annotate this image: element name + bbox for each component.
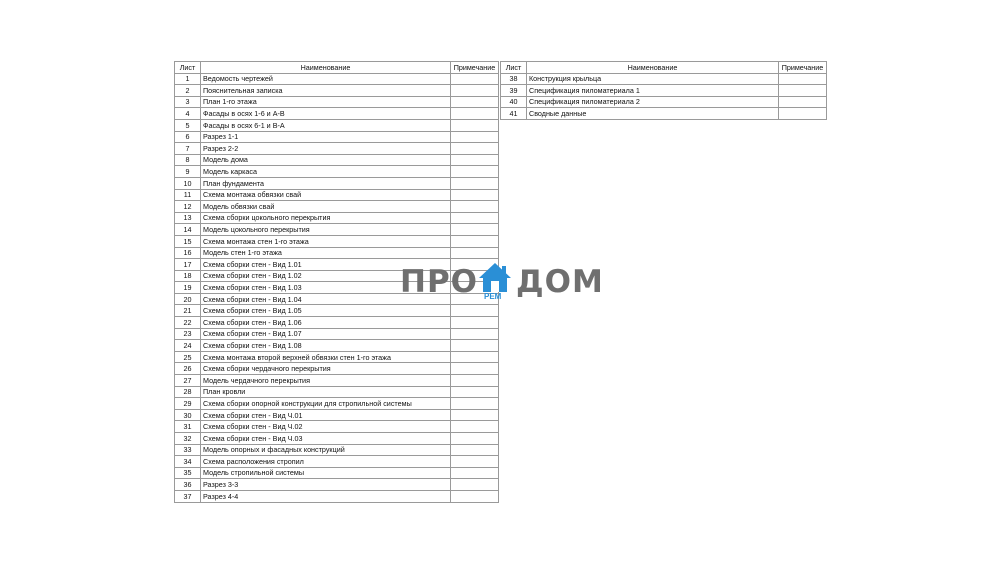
- sheet-number-cell: 37: [175, 490, 201, 502]
- sheet-number-cell: 28: [175, 386, 201, 398]
- sheet-number-cell: 15: [175, 235, 201, 247]
- table-row: [175, 201, 499, 213]
- sheet-note-cell: [451, 154, 499, 166]
- sheet-note-cell: [451, 409, 499, 421]
- table-row: [175, 119, 499, 131]
- table-row: [175, 131, 499, 143]
- sheet-note-cell: [451, 189, 499, 201]
- sheet-name-cell: Сводные данные: [527, 108, 779, 120]
- sheet-number-cell: 19: [175, 282, 201, 294]
- table-row: [175, 421, 499, 433]
- sheet-number-cell: 30: [175, 409, 201, 421]
- sheet-name-cell: Схема сборки стен - Вид 1.03: [201, 282, 451, 294]
- sheet-name-cell: Модель дома: [201, 154, 451, 166]
- sheet-name-cell: Разрез 3-3: [201, 479, 451, 491]
- table-row: [175, 317, 499, 329]
- table-row: [175, 467, 499, 479]
- table-row: [501, 85, 827, 97]
- sheet-note-cell: [451, 108, 499, 120]
- table-row: [175, 247, 499, 259]
- sheet-note-cell: [451, 305, 499, 317]
- header-sheet: Лист: [501, 62, 527, 74]
- sheet-name-cell: Схема монтажа стен 1-го этажа: [201, 235, 451, 247]
- sheet-note-cell: [451, 467, 499, 479]
- sheet-name-cell: Схема сборки стен - Вид 1.08: [201, 340, 451, 352]
- sheet-name-cell: Схема сборки стен - Вид Ч.01: [201, 409, 451, 421]
- sheet-number-cell: 33: [175, 444, 201, 456]
- table-body: [501, 73, 827, 119]
- sheet-number-cell: 21: [175, 305, 201, 317]
- header-note: Примечание: [779, 62, 827, 74]
- sheet-number-cell: 11: [175, 189, 201, 201]
- sheet-name-cell: Спецификация пиломатериала 1: [527, 85, 779, 97]
- table-row: [175, 224, 499, 236]
- sheet-note-cell: [451, 73, 499, 85]
- watermark-logo: [400, 262, 604, 306]
- table-row: [175, 409, 499, 421]
- sheet-name-cell: Фасады в осях 6-1 и В-А: [201, 119, 451, 131]
- header-sheet: Лист: [175, 62, 201, 74]
- sheet-number-cell: 3: [175, 96, 201, 108]
- sheet-number-cell: 20: [175, 293, 201, 305]
- sheet-name-cell: Схема монтажа обвязки свай: [201, 189, 451, 201]
- sheet-note-cell: [451, 119, 499, 131]
- drawings-list-table-right: [500, 61, 827, 120]
- sheet-note-cell: [451, 479, 499, 491]
- sheet-note-cell: [451, 317, 499, 329]
- sheet-note-cell: [451, 490, 499, 502]
- sheet-number-cell: 31: [175, 421, 201, 433]
- table-row: [175, 305, 499, 317]
- table-row: [175, 108, 499, 120]
- sheet-number-cell: 25: [175, 351, 201, 363]
- sheet-number-cell: 13: [175, 212, 201, 224]
- sheet-name-cell: Пояснительная записка: [201, 85, 451, 97]
- sheet-note-cell: [451, 235, 499, 247]
- sheet-number-cell: 26: [175, 363, 201, 375]
- sheet-note-cell: [451, 456, 499, 468]
- table-row: [175, 398, 499, 410]
- sheet-name-cell: Модель стропильной системы: [201, 467, 451, 479]
- sheet-number-cell: 40: [501, 96, 527, 108]
- table-row: [175, 73, 499, 85]
- sheet-number-cell: 10: [175, 177, 201, 189]
- sheet-note-cell: [451, 201, 499, 213]
- sheet-number-cell: 41: [501, 108, 527, 120]
- sheet-name-cell: Спецификация пиломатериала 2: [527, 96, 779, 108]
- header-name: Наименование: [527, 62, 779, 74]
- sheet-number-cell: 9: [175, 166, 201, 178]
- sheet-note-cell: [451, 166, 499, 178]
- header-note: Примечание: [451, 62, 499, 74]
- sheet-note-cell: [451, 247, 499, 259]
- sheet-note-cell: [779, 73, 827, 85]
- sheet-note-cell: [451, 96, 499, 108]
- table-row: [175, 166, 499, 178]
- table-row: [175, 340, 499, 352]
- sheet-name-cell: Схема сборки стен - Вид 1.01: [201, 259, 451, 271]
- sheet-number-cell: 16: [175, 247, 201, 259]
- sheet-name-cell: Ведомость чертежей: [201, 73, 451, 85]
- sheet-name-cell: Модель обвязки свай: [201, 201, 451, 213]
- sheet-note-cell: [451, 212, 499, 224]
- sheet-name-cell: Схема сборки стен - Вид 1.02: [201, 270, 451, 282]
- table-row: [175, 386, 499, 398]
- sheet-note-cell: [451, 433, 499, 445]
- sheet-number-cell: 34: [175, 456, 201, 468]
- sheet-number-cell: 27: [175, 375, 201, 387]
- table-row: [175, 189, 499, 201]
- sheet-name-cell: Модель стен 1-го этажа: [201, 247, 451, 259]
- logo-text-left: ПРО: [400, 264, 479, 300]
- sheet-name-cell: Схема расположения стропил: [201, 456, 451, 468]
- sheet-number-cell: 36: [175, 479, 201, 491]
- sheet-number-cell: 5: [175, 119, 201, 131]
- sheet-name-cell: Схема сборки стен - Вид Ч.02: [201, 421, 451, 433]
- header-name: Наименование: [201, 62, 451, 74]
- sheet-note-cell: [451, 177, 499, 189]
- sheet-note-cell: [451, 224, 499, 236]
- table-row: [175, 235, 499, 247]
- table-row: [175, 479, 499, 491]
- sheet-number-cell: 23: [175, 328, 201, 340]
- sheet-number-cell: 6: [175, 131, 201, 143]
- sheet-name-cell: Фасады в осях 1-6 и А-В: [201, 108, 451, 120]
- table-row: [175, 177, 499, 189]
- sheet-name-cell: Схема сборки чердачного перекрытия: [201, 363, 451, 375]
- logo-text-right: ДОМ: [516, 264, 604, 300]
- table-row: [175, 351, 499, 363]
- sheet-name-cell: Модель каркаса: [201, 166, 451, 178]
- sheet-name-cell: Схема сборки стен - Вид 1.05: [201, 305, 451, 317]
- sheet-number-cell: 14: [175, 224, 201, 236]
- sheet-note-cell: [779, 96, 827, 108]
- sheet-name-cell: План кровли: [201, 386, 451, 398]
- sheet-number-cell: 29: [175, 398, 201, 410]
- sheet-name-cell: Модель чердачного перекрытия: [201, 375, 451, 387]
- sheet-name-cell: Конструкция крыльца: [527, 73, 779, 85]
- sheet-number-cell: 4: [175, 108, 201, 120]
- sheet-note-cell: [451, 363, 499, 375]
- table-row: [175, 212, 499, 224]
- sheet-note-cell: [451, 444, 499, 456]
- sheet-name-cell: Схема монтажа второй верхней обвязки стен 1-го этажа: [201, 351, 451, 363]
- table-row: [175, 85, 499, 97]
- sheet-number-cell: 35: [175, 467, 201, 479]
- sheet-name-cell: Разрез 2-2: [201, 143, 451, 155]
- sheet-number-cell: 39: [501, 85, 527, 97]
- sheet-name-cell: Схема сборки стен - Вид 1.04: [201, 293, 451, 305]
- sheet-name-cell: Разрез 4-4: [201, 490, 451, 502]
- table-row: [175, 96, 499, 108]
- table-row: [175, 456, 499, 468]
- sheet-name-cell: Схема сборки цокольного перекрытия: [201, 212, 451, 224]
- sheet-note-cell: [451, 398, 499, 410]
- logo-subtext: РЕМ: [484, 292, 502, 301]
- sheet-name-cell: План 1-го этажа: [201, 96, 451, 108]
- sheet-note-cell: [451, 143, 499, 155]
- sheet-note-cell: [451, 375, 499, 387]
- sheet-number-cell: 18: [175, 270, 201, 282]
- sheet-note-cell: [779, 85, 827, 97]
- table-row: [175, 490, 499, 502]
- sheet-name-cell: Схема сборки стен - Вид 1.07: [201, 328, 451, 340]
- sheet-number-cell: 2: [175, 85, 201, 97]
- sheet-number-cell: 24: [175, 340, 201, 352]
- sheet-number-cell: 17: [175, 259, 201, 271]
- sheet-name-cell: Модель цокольного перекрытия: [201, 224, 451, 236]
- sheet-number-cell: 32: [175, 433, 201, 445]
- sheet-number-cell: 7: [175, 143, 201, 155]
- sheet-note-cell: [451, 131, 499, 143]
- sheet-name-cell: Схема сборки опорной конструкции для стропильной системы: [201, 398, 451, 410]
- table-header-row: [175, 62, 499, 74]
- sheet-name-cell: Схема сборки стен - Вид Ч.03: [201, 433, 451, 445]
- sheet-number-cell: 22: [175, 317, 201, 329]
- table-row: [501, 73, 827, 85]
- sheet-number-cell: 12: [175, 201, 201, 213]
- table-row: [175, 444, 499, 456]
- sheet-note-cell: [451, 386, 499, 398]
- table-row: [175, 328, 499, 340]
- table-row: [175, 154, 499, 166]
- sheet-name-cell: Схема сборки стен - Вид 1.06: [201, 317, 451, 329]
- table-header-row: [501, 62, 827, 74]
- sheet-note-cell: [451, 351, 499, 363]
- sheet-number-cell: 38: [501, 73, 527, 85]
- sheet-note-cell: [779, 108, 827, 120]
- table-row: [175, 375, 499, 387]
- sheet-number-cell: 8: [175, 154, 201, 166]
- table-row: [175, 143, 499, 155]
- sheet-note-cell: [451, 85, 499, 97]
- table-row: [501, 96, 827, 108]
- sheet-note-cell: [451, 340, 499, 352]
- sheet-number-cell: 1: [175, 73, 201, 85]
- table-row: [501, 108, 827, 120]
- table-row: [175, 363, 499, 375]
- sheet-name-cell: Модель опорных и фасадных конструкций: [201, 444, 451, 456]
- sheet-note-cell: [451, 421, 499, 433]
- sheet-note-cell: [451, 328, 499, 340]
- sheet-name-cell: Разрез 1-1: [201, 131, 451, 143]
- table-row: [175, 433, 499, 445]
- sheet-name-cell: План фундамента: [201, 177, 451, 189]
